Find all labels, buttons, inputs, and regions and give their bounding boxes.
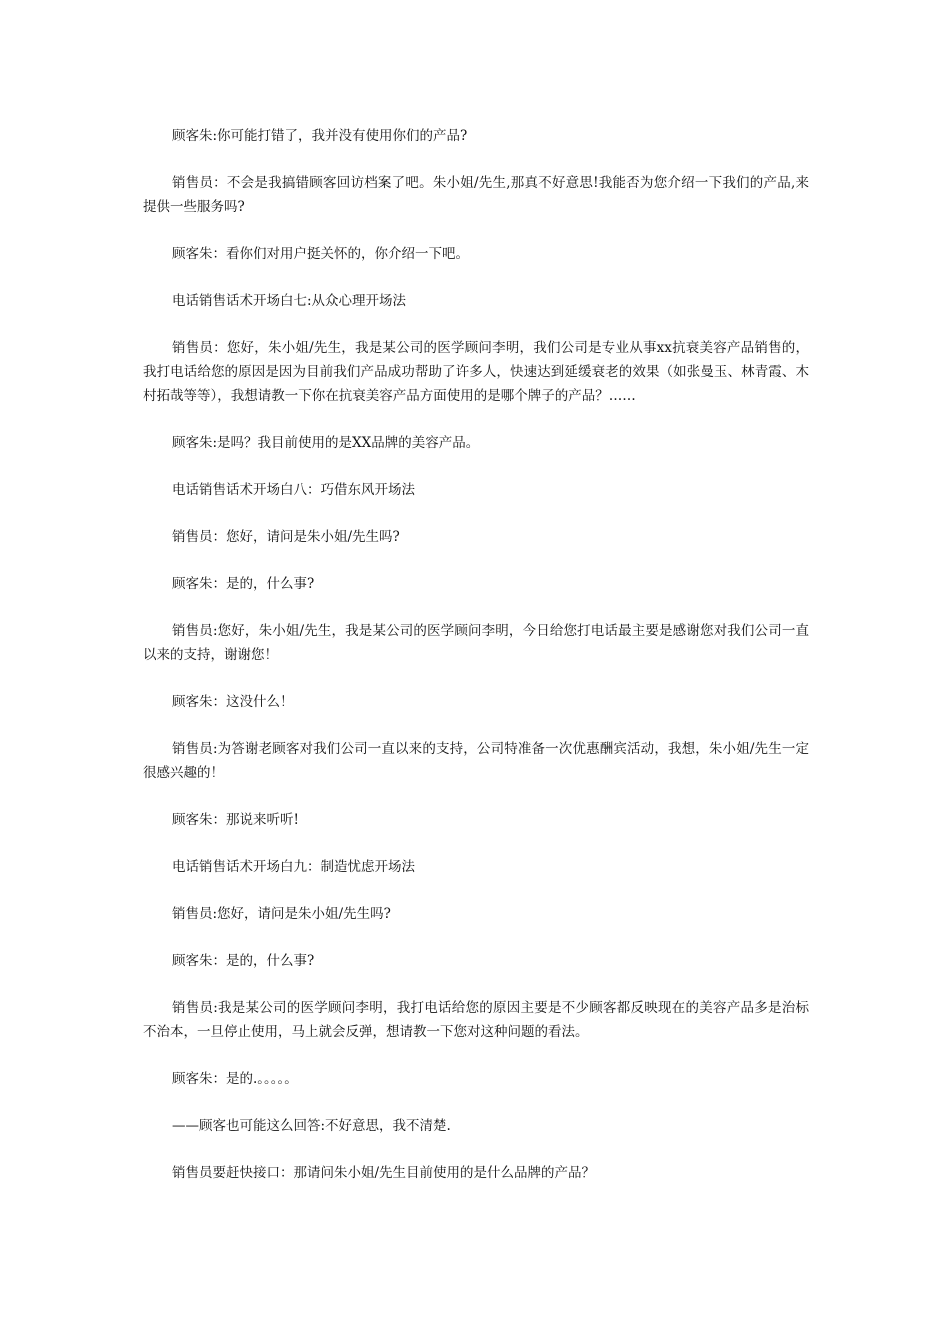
dialogue-line: 销售员要赶快接口：那请问朱小姐/先生目前使用的是什么品牌的产品？ [172, 1165, 596, 1181]
dialogue-line: 顾客朱：看你们对用户挺关怀的，你介绍一下吧。 [172, 246, 469, 262]
dialogue-line: 销售员：您好，请问是朱小姐/先生吗? [172, 529, 400, 545]
dialogue-line: 销售员:为答谢老顾客对我们公司一直以来的支持，公司特准备一次优惠酬宾活动，我想，朱小姐/先生一定很感兴趣的！ [143, 741, 809, 781]
dialogue-line: 销售员:您好，朱小姐/先生，我是某公司的医学顾问李明，今日给您打电话最主要是感谢您对我们公司一直以来的支持，谢谢您！ [143, 623, 809, 663]
document-body [143, 124, 809, 1208]
dialogue-line: 销售员：不会是我搞错顾客回访档案了吧。朱小姐/先生,那真不好意思!我能否为您介绍一下我们的产品,来提供一些服务吗? [143, 175, 809, 215]
dialogue-line: 销售员:我是某公司的医学顾问李明，我打电话给您的原因主要是不少顾客都反映现在的美容产品多是治标不治本，一旦停止使用，马上就会反弹，想请教一下您对这种问题的看法。 [143, 1000, 810, 1040]
dialogue-line: 顾客朱：是的.。。。。。 [172, 1071, 298, 1087]
dialogue-line: ——顾客也可能这么回答:不好意思，我不清楚. [172, 1118, 451, 1134]
section-heading: 电话销售话术开场白九：制造忧虑开场法 [172, 859, 415, 875]
dialogue-line: 顾客朱:你可能打错了，我并没有使用你们的产品? [172, 128, 468, 144]
dialogue-line: 顾客朱:是吗？我目前使用的是XX品牌的美容产品。 [172, 435, 480, 451]
dialogue-line: 顾客朱：这没什么！ [172, 694, 294, 710]
dialogue-line: 销售员:您好，请问是朱小姐/先生吗? [172, 906, 391, 922]
section-heading: 电话销售话术开场白八：巧借东风开场法 [172, 482, 415, 498]
section-heading: 电话销售话术开场白七:从众心理开场法 [172, 293, 407, 309]
dialogue-line: 销售员：您好，朱小姐/先生，我是某公司的医学顾问李明，我们公司是专业从事xx抗衰美容产品销售的，我打电话给您的原因是因为目前我们产品成功帮助了许多人，快速达到延缓衰老的效果（如张曼玉、林青霞、木村拓哉等等），我想请教一下你在抗衰美容产品方面使用的是哪个牌子的产品？…… [143, 340, 809, 404]
dialogue-line: 顾客朱：是的，什么事? [172, 953, 315, 969]
dialogue-line: 顾客朱：那说来听听! [172, 812, 299, 828]
dialogue-line: 顾客朱：是的，什么事? [172, 576, 315, 592]
